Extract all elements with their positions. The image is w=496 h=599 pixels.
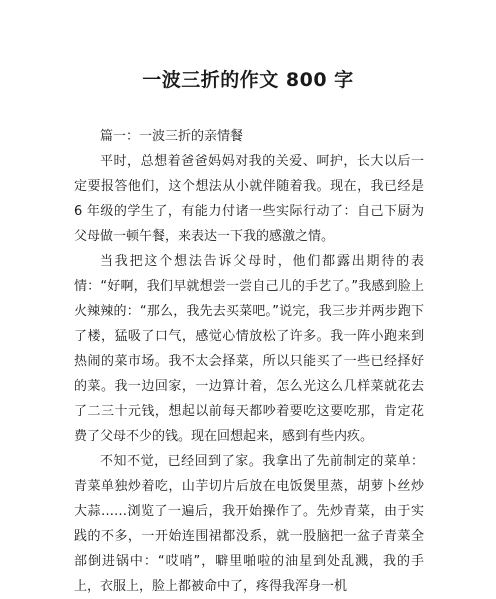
section-heading: 篇一：一波三折的亲情餐 (100, 129, 244, 144)
paragraph-3: 不知不觉，已经回到了家。我拿出了先前制定的菜单：青菜单独炒着吃，山芋切片后放在电饭煲里蒸，胡萝卜丝炒大蒜……浏览了一遍后，我开始操作了。先炒青菜，由于实践的不多，一开始连围裙都没系，就一股脑把一盆子青菜全部倒进锅中：“哎哨”，噼里啪啦的油星到处乱溅，我的手上，衣服上，脸上都被命中了，疼得我浑身一机 (74, 454, 424, 594)
paragraph-1: 平时，总想着爸爸妈妈对我的关爱、呵护，长大以后一定要报答他们，这个想法从小就伴随着我。现在，我已经是 6 年级的学生了，有能力付诸一些实际行动了：自己下厨为父母做一顿午餐，来表达一下我的感激之情。 (74, 154, 424, 244)
document-title: 一波三折的作文 800 字 (142, 69, 354, 91)
document-body (74, 124, 424, 599)
paragraph-2: 当我把这个想法告诉父母时，他们都露出期待的表情：“好啊，我们早就想尝一尝自己儿的手艺了。”我感到脸上火辣辣的：“那么，我先去买菜吧。”说完，我三步并两步跑下了楼，猛吸了口气，感觉心情放松了许多。我一阵小跑来到热闹的菜市场。我不太会择菜，所以只能买了一些已经择好的菜。我一边回家，一边算计着，怎么光这么几样菜就花去了二三十元钱，想起以前每天都吵着要吃这要吃那，肯定花费了父母不少的钱。现在回想起来，感到有些内疚。 (74, 254, 424, 444)
